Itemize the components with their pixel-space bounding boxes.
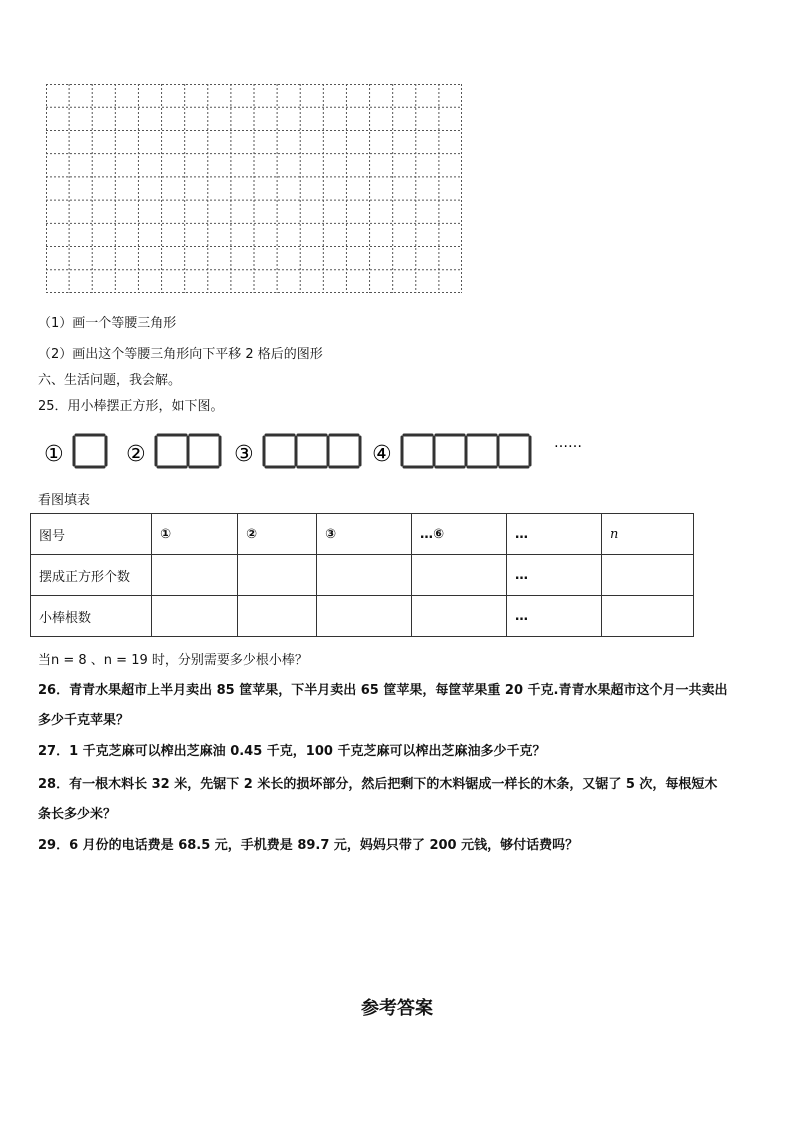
answer-section-title: 参考答案 xyxy=(361,998,433,1019)
table-header-cell: n xyxy=(602,514,694,555)
table-header-cell: 图号 xyxy=(31,514,152,555)
q25-text: 25．用小棒摆正方形，如下图。 xyxy=(38,399,224,414)
section6-title: 六、生活问题，我会解。 xyxy=(38,373,182,388)
table-header-cell: ② xyxy=(238,514,317,555)
fill-in-table xyxy=(30,513,694,637)
table-cell[interactable] xyxy=(238,596,317,637)
table-title: 看图填表 xyxy=(38,493,91,508)
figure-label: ② xyxy=(126,442,146,467)
table-cell[interactable] xyxy=(602,555,694,596)
table-cell: … xyxy=(507,555,602,596)
table-cell[interactable] xyxy=(238,555,317,596)
ellipsis: …… xyxy=(554,435,582,451)
q26-line2: 多少千克苹果？ xyxy=(38,713,130,728)
q28-line2: 条长多少米？ xyxy=(38,807,117,822)
table-header-cell: ① xyxy=(152,514,238,555)
figure-label: ③ xyxy=(234,442,254,467)
stick-squares-figure xyxy=(44,426,604,478)
q29-text: 29．6 月份的电话费是 68.5 元，手机费是 89.7 元，妈妈只带了 200 元钱，够付话费吗？ xyxy=(38,838,579,853)
table-header-cell: ③ xyxy=(317,514,412,555)
table-cell: … xyxy=(507,596,602,637)
table-row xyxy=(31,596,694,637)
table-cell[interactable] xyxy=(152,596,238,637)
table-header-row xyxy=(31,514,694,555)
q24-part2: （2）画出这个等腰三角形向下平移 2 格后的图形 xyxy=(38,347,323,362)
q28-line1: 28．有一根木料长 32 米，先锯下 2 米长的损坏部分，然后把剩下的木料锯成一样长的木条，又锯了 5 次，每根短木 xyxy=(38,777,718,792)
table-row xyxy=(31,555,694,596)
q24-part1: （1）画一个等腰三角形 xyxy=(38,316,177,331)
figure-label: ④ xyxy=(372,442,392,467)
q26-line1: 26．青青水果超市上半月卖出 85 筐苹果，下半月卖出 65 筐苹果，每筐苹果重 20 千克.青青水果超市这个月一共卖出 xyxy=(38,683,728,698)
table-cell[interactable] xyxy=(412,555,507,596)
drawing-grid xyxy=(46,84,462,293)
table-header-cell: … xyxy=(507,514,602,555)
table-cell: 小棒根数 xyxy=(31,596,152,637)
table-cell[interactable] xyxy=(152,555,238,596)
q27-text: 27．1 千克芝麻可以榨出芝麻油 0.45 千克，100 千克芝麻可以榨出芝麻油多少千克？ xyxy=(38,744,546,759)
figure-label: ① xyxy=(44,442,64,467)
table-cell[interactable] xyxy=(317,555,412,596)
table-header-cell: …⑥ xyxy=(412,514,507,555)
table-cell[interactable] xyxy=(412,596,507,637)
q25-question: 当n = 8 、n = 19 时，分别需要多少根小棒？ xyxy=(38,653,308,668)
table-cell[interactable] xyxy=(317,596,412,637)
table-cell: 摆成正方形个数 xyxy=(31,555,152,596)
table-cell[interactable] xyxy=(602,596,694,637)
